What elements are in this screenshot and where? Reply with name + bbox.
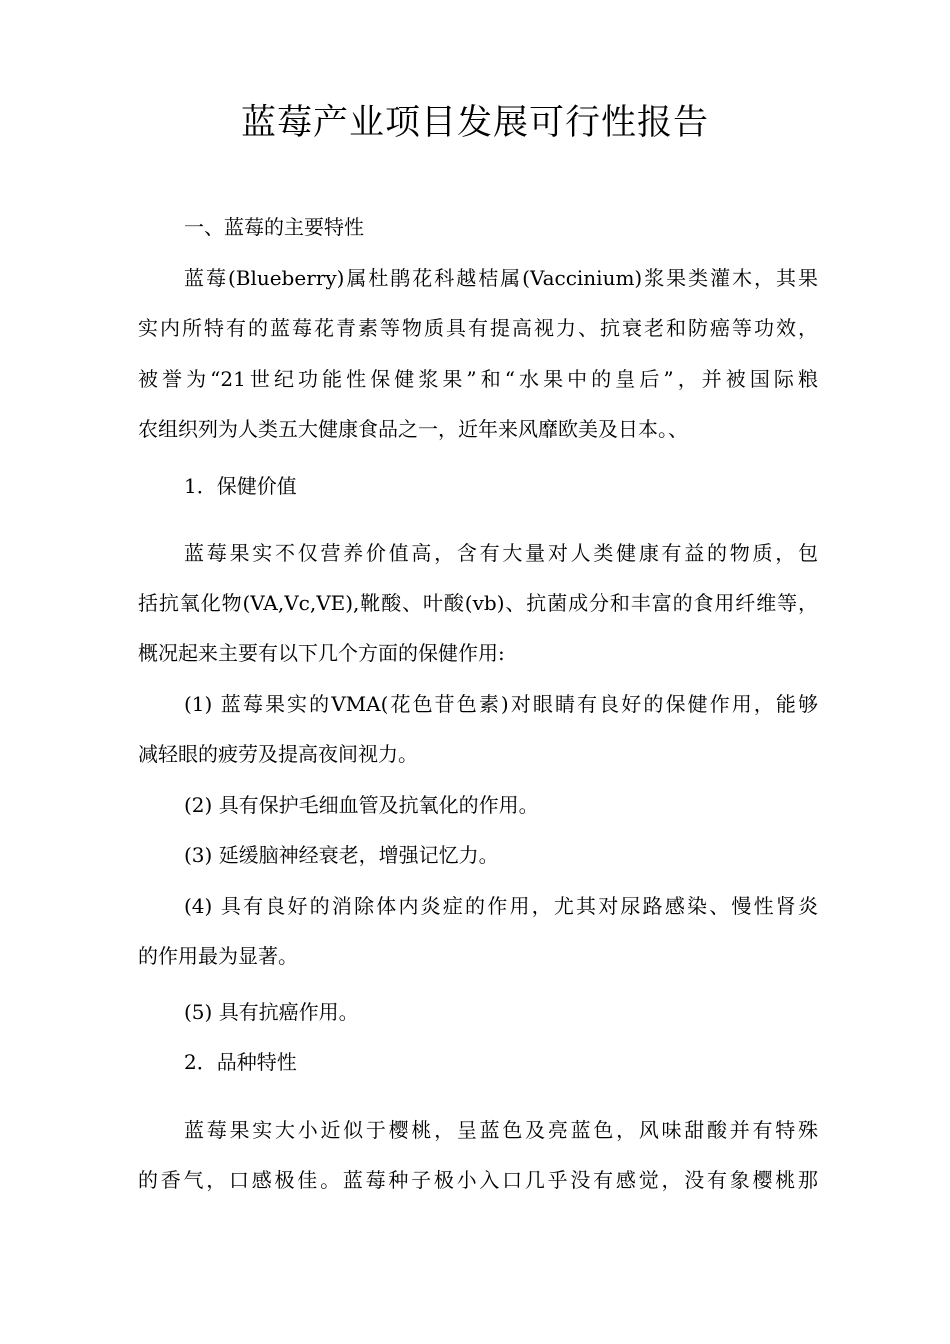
intro-line: 蓝莓(Blueberry)属杜鹃花科越桔属(Vaccinium)浆果类灌木，其果	[184, 266, 818, 290]
document-title: 蓝莓产业项目发展可行性报告	[240, 103, 709, 143]
benefit-item-1-continuation: 减轻眼的疲劳及提高夜间视力。	[138, 742, 418, 766]
subheading-health-value: 1．保健价值	[184, 474, 297, 498]
intro-line: 实内所特有的蓝莓花青素等物质具有提高视力、抗衰老和防癌等功效，	[138, 316, 818, 340]
intro-line: 被誉为“21世纪功能性保健浆果”和“水果中的皇后”，并被国际粮	[138, 367, 818, 391]
section-heading-main-characteristics: 一、蓝莓的主要特性	[184, 215, 364, 239]
health-line: 蓝莓果实不仅营养价值高，含有大量对人类健康有益的物质，包	[184, 541, 818, 565]
benefit-item-4: (4) 具有良好的消除体内炎症的作用，尤其对尿路感染、慢性肾炎	[184, 894, 818, 918]
subheading-variety-characteristics: 2．品种特性	[184, 1050, 297, 1074]
benefit-item-2: (2) 具有保护毛细血管及抗氧化的作用。	[184, 793, 539, 817]
variety-line: 的香气，口感极佳。蓝莓种子极小入口几乎没有感觉，没有象樱桃那	[138, 1168, 818, 1192]
benefit-item-5: (5) 具有抗癌作用。	[184, 1000, 359, 1024]
intro-line: 农组织列为人类五大健康食品之一，近年来风靡欧美及日本。、	[138, 417, 688, 441]
variety-line: 蓝莓果实大小近似于樱桃，呈蓝色及亮蓝色，风味甜酸并有特殊	[184, 1118, 818, 1142]
health-line: 概况起来主要有以下几个方面的保健作用:	[138, 641, 505, 665]
benefit-item-1: (1) 蓝莓果实的VMA(花色苷色素)对眼睛有良好的保健作用，能够	[184, 692, 818, 716]
benefit-item-3: (3) 延缓脑神经衰老，增强记忆力。	[184, 843, 499, 867]
health-line: 括抗氧化物(VA,Vc,VE),靴酸、叶酸(vb)、抗菌成分和丰富的食用纤维等，	[138, 591, 818, 615]
benefit-item-4-continuation: 的作用最为显著。	[138, 944, 298, 968]
